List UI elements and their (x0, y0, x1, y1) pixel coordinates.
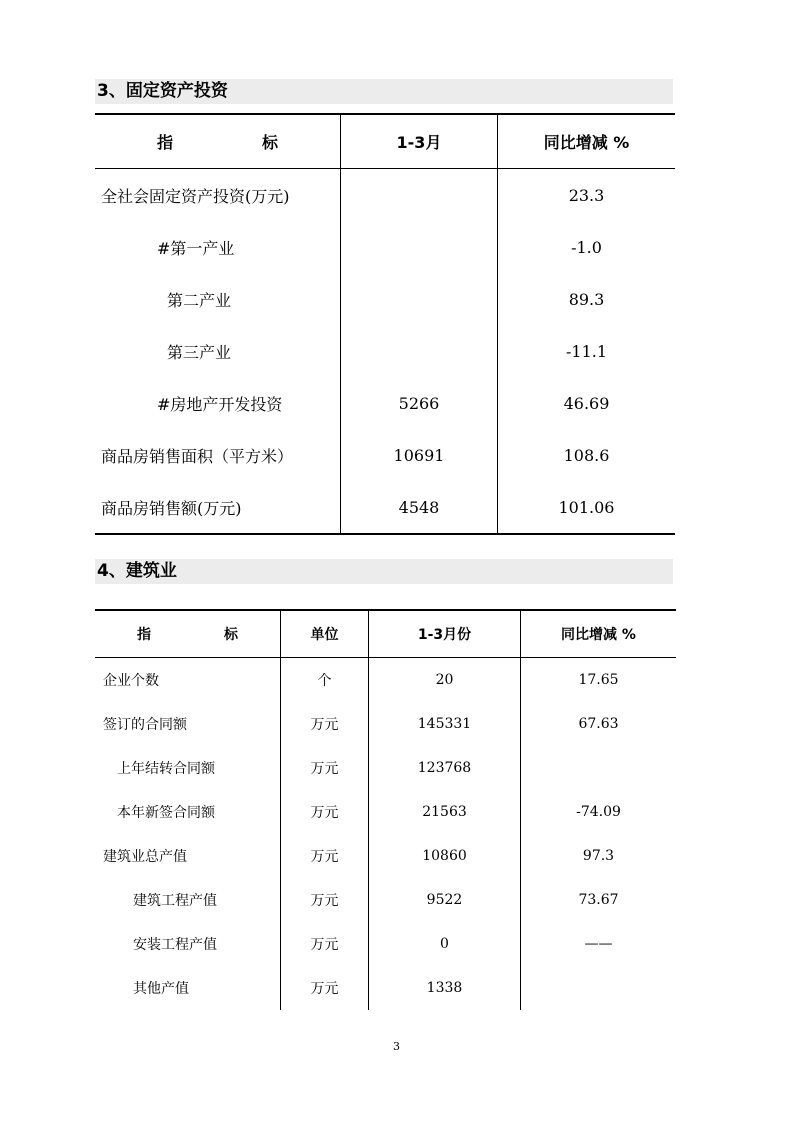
row-value: 20 (369, 658, 521, 703)
row-yoy: -74.09 (576, 804, 621, 820)
row-yoy: 73.67 (578, 892, 619, 908)
table-row (95, 834, 676, 878)
construction-table (95, 609, 676, 1010)
table-row (95, 481, 675, 534)
table-row (95, 221, 675, 273)
row-yoy: 97.3 (582, 848, 615, 864)
row-unit: 万元 (281, 702, 369, 746)
row-yoy: 89.3 (568, 289, 605, 309)
row-unit: 万元 (281, 834, 369, 878)
row-value: 1338 (369, 966, 521, 1010)
table-row (95, 790, 676, 834)
row-label: 建筑工程产值 (95, 878, 281, 922)
row-value (341, 169, 498, 222)
row-label: 签订的合同额 (95, 702, 281, 746)
row-yoy: 17.65 (578, 672, 619, 688)
row-unit: 个 (281, 658, 369, 703)
row-value (341, 325, 498, 377)
row-value: 10691 (341, 429, 498, 481)
row-label: 第二产业 (95, 273, 341, 325)
row-unit: 万元 (281, 878, 369, 922)
row-yoy: 23.3 (568, 185, 605, 205)
row-value: 4548 (341, 481, 498, 534)
header-yoy: 同比增减 % (521, 610, 677, 658)
row-label: 全社会固定资产投资(万元) (95, 169, 341, 222)
row-value: 5266 (341, 377, 498, 429)
row-label: #第一产业 (95, 221, 341, 273)
header-unit: 单位 (281, 610, 369, 658)
row-label: 商品房销售额(万元) (95, 481, 341, 534)
header-indicator-right: 标 (224, 627, 238, 643)
row-label: 第三产业 (95, 325, 341, 377)
table-row (95, 878, 676, 922)
row-unit: 万元 (281, 790, 369, 834)
row-value: 9522 (369, 878, 521, 922)
row-yoy: -11.1 (565, 341, 608, 361)
row-label: 本年新签合同额 (95, 790, 281, 834)
row-value (341, 221, 498, 273)
row-label: #房地产开发投资 (95, 377, 341, 429)
page-number: 3 (393, 1040, 400, 1053)
table-row (95, 325, 675, 377)
row-value: 21563 (369, 790, 521, 834)
header-indicator-left: 指 (137, 627, 151, 643)
row-label: 安装工程产值 (95, 922, 281, 966)
table-row (95, 377, 675, 429)
row-unit: 万元 (281, 746, 369, 790)
row-value: 10860 (369, 834, 521, 878)
row-yoy: 46.69 (563, 393, 610, 413)
table-row (95, 273, 675, 325)
header-period: 1-3月 (341, 114, 498, 169)
row-value: 0 (369, 922, 521, 966)
header-indicator-right: 标 (261, 133, 278, 152)
table-row (95, 429, 675, 481)
row-unit: 万元 (281, 922, 369, 966)
table-row (95, 169, 675, 222)
section-title-construction: 4、建筑业 (95, 559, 673, 584)
row-yoy: -1.0 (571, 237, 602, 257)
header-period: 1-3月份 (369, 610, 521, 658)
row-yoy (521, 966, 677, 1010)
table-row (95, 922, 676, 966)
header-indicator-left: 指 (157, 133, 174, 152)
row-yoy: 108.6 (563, 445, 610, 465)
table-row (95, 966, 676, 1010)
row-value: 123768 (369, 746, 521, 790)
table-row (95, 658, 676, 703)
table-row (95, 702, 676, 746)
fixed-asset-investment-table (95, 113, 675, 535)
header-yoy: 同比增减 % (498, 114, 676, 169)
row-label: 企业个数 (95, 658, 281, 703)
row-label: 上年结转合同额 (95, 746, 281, 790)
table-row (95, 746, 676, 790)
row-label: 建筑业总产值 (95, 834, 281, 878)
row-yoy: —— (584, 936, 613, 952)
header-indicator (95, 610, 281, 658)
row-value (341, 273, 498, 325)
section-title-fixed-asset-investment: 3、固定资产投资 (95, 79, 673, 104)
row-label: 其他产值 (95, 966, 281, 1010)
row-value: 145331 (369, 702, 521, 746)
row-label: 商品房销售面积（平方米） (95, 429, 341, 481)
row-yoy: 101.06 (558, 497, 615, 517)
row-unit: 万元 (281, 966, 369, 1010)
row-yoy: 67.63 (578, 716, 619, 732)
header-indicator (95, 114, 341, 169)
row-yoy (521, 746, 677, 790)
